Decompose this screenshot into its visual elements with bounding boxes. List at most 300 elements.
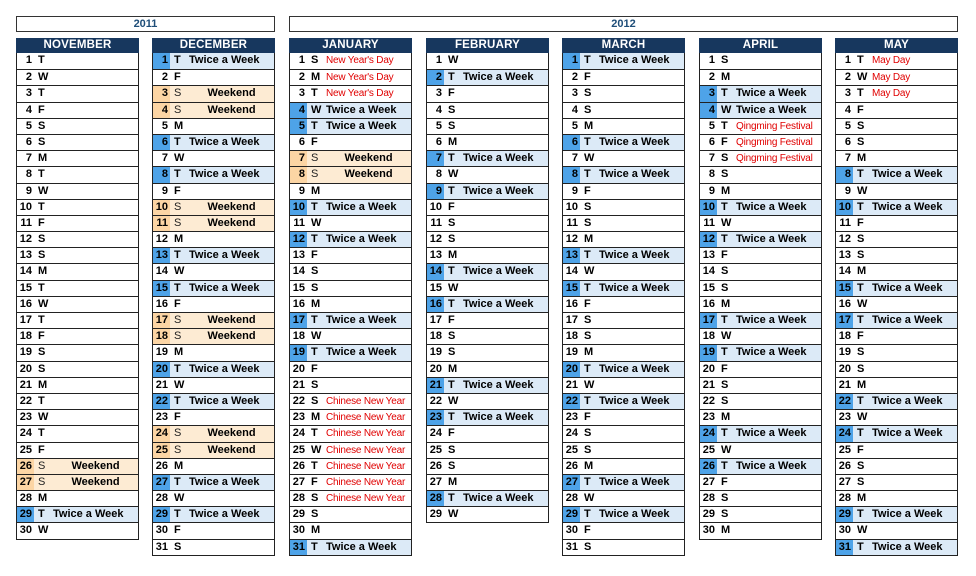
event-label: Twice a Week [599,475,670,488]
day-row [563,458,684,474]
day-number: 4 [290,103,307,118]
weekday-letter: T [857,427,864,440]
day-row [427,458,548,474]
weekday-letter: S [311,508,319,521]
day-number: 11 [20,216,32,229]
day-number: 13 [702,249,715,262]
weekday-letter: T [311,346,318,359]
day-number: 10 [429,200,442,213]
day-number: 13 [153,248,170,263]
holiday-label: May Day [872,55,911,66]
day-row [563,409,684,425]
event-label: Twice a Week [736,103,807,116]
day-row [427,442,548,458]
day-row [290,344,411,360]
day-row [427,247,548,263]
day-row [290,474,411,490]
weekday-letter: M [448,475,458,488]
day-row [290,425,411,441]
weekday-letter: S [38,475,46,488]
event-label: Twice a Week [736,233,807,246]
day-row [836,296,957,312]
weekday-letter: T [721,87,728,100]
event-label: Twice a Week [736,314,807,326]
day-row [290,166,411,182]
day-row [290,377,411,393]
day-row [836,425,957,441]
day-number: 1 [435,54,442,66]
weekday-letter: T [38,87,45,100]
weekday-letter: S [857,119,865,132]
day-row [427,150,548,166]
month-january [289,38,412,556]
day-row [153,183,274,199]
day-number: 16 [565,297,578,310]
weekday-letter: T [584,394,591,407]
day-number: 2 [298,71,305,84]
weekday-letter: M [721,297,731,310]
weekday-letter: S [174,427,182,440]
day-number: 6 [844,135,851,148]
day-number: 9 [571,184,578,197]
weekday-letter: T [857,54,864,66]
weekday-letter: S [721,378,729,391]
day-row [700,134,821,150]
weekday-letter: M [38,152,48,165]
day-row [153,377,274,393]
day-row [563,53,684,69]
weekday-letter: M [857,152,867,165]
weekday-letter: S [857,135,865,148]
day-row [836,231,957,247]
month-header: APRIL [699,38,822,53]
day-row [700,458,821,474]
day-number: 30 [702,524,715,537]
day-number: 2 [427,70,444,85]
day-number: 24 [292,427,305,440]
weekday-letter: T [38,54,45,66]
day-row [836,377,957,393]
day-row [153,134,274,150]
weekday-letter: S [448,119,456,132]
month-december [152,38,275,556]
event-label: Twice a Week [189,475,260,488]
day-row [427,215,548,231]
month-november [16,38,139,540]
event-label: Twice a Week [599,281,670,294]
weekday-letter: M [311,524,321,537]
month-february [426,38,549,523]
month-days [152,53,275,556]
day-row [563,247,684,263]
weekday-letter: F [584,524,591,537]
weekday-letter: T [448,184,455,197]
day-row [836,215,957,231]
day-row [17,344,138,360]
weekday-letter: M [721,524,731,537]
day-number: 19 [429,346,442,359]
weekday-letter: T [448,265,455,278]
weekday-letter: S [38,346,46,359]
day-number: 4 [844,103,851,116]
day-number: 18 [429,330,442,343]
day-row [153,522,274,538]
day-row [700,247,821,263]
month-header: DECEMBER [152,38,275,53]
day-number: 17 [565,314,578,326]
day-number: 29 [153,507,170,522]
day-number: 25 [838,443,851,456]
day-row [836,474,957,490]
day-row [17,425,138,441]
day-row [290,183,411,199]
day-row [427,231,548,247]
day-number: 28 [565,492,578,505]
weekday-letter: F [857,330,864,343]
weekday-letter: F [311,249,318,262]
day-number: 25 [429,443,442,456]
weekday-letter: S [38,249,46,262]
day-row [563,425,684,441]
weekday-letter: T [584,168,591,181]
day-row [17,199,138,215]
weekday-letter: T [721,346,728,359]
weekday-letter: T [721,314,728,326]
day-number: 4 [700,103,717,118]
day-number: 5 [161,119,168,132]
day-row [836,393,957,409]
day-number: 1 [708,54,715,66]
day-row [700,344,821,360]
weekday-letter: T [584,249,591,262]
weekday-letter: T [857,87,864,100]
weekday-letter: T [857,314,864,326]
day-number: 23 [838,411,851,424]
weekday-letter: M [721,411,731,424]
day-row [290,85,411,101]
weekday-letter: W [584,492,595,505]
day-row [290,409,411,425]
day-number: 18 [19,330,32,343]
day-row [153,344,274,360]
weekday-letter: F [857,216,864,229]
day-row [836,247,957,263]
day-number: 8 [25,168,32,181]
day-number: 14 [838,265,851,278]
day-number: 10 [836,200,853,215]
day-number: 15 [19,281,32,294]
weekday-letter: W [857,71,868,84]
day-row [290,199,411,215]
day-number: 28 [155,492,168,505]
day-row [563,442,684,458]
day-row [153,296,274,312]
day-number: 28 [838,492,851,505]
weekday-letter: S [174,200,182,213]
event-label: Weekend [207,103,256,116]
day-number: 8 [153,167,170,182]
event-label: Twice a Week [326,233,397,246]
day-row [290,118,411,134]
day-row [700,183,821,199]
day-row [836,166,957,182]
day-number: 30 [19,524,32,537]
weekday-letter: T [721,459,728,472]
day-number: 11 [566,216,578,229]
day-row [700,102,821,118]
weekday-letter: T [174,362,181,375]
weekday-letter: F [721,135,728,148]
day-number: 17 [153,313,170,328]
weekday-letter: S [448,346,456,359]
weekday-letter: F [174,297,181,310]
day-number: 21 [292,378,305,391]
day-number: 12 [155,233,168,246]
day-row [17,312,138,328]
day-number: 5 [435,119,442,132]
weekday-letter: W [448,508,459,521]
weekday-letter: S [311,54,319,66]
day-row [290,539,411,555]
day-number: 2 [708,71,715,84]
day-row [153,312,274,328]
day-row [427,280,548,296]
day-number: 27 [292,475,305,488]
weekday-letter: W [38,297,49,310]
weekday-letter: T [584,362,591,375]
event-label: Twice a Week [463,297,534,310]
day-row [17,361,138,377]
weekday-letter: F [584,297,591,310]
day-row [153,166,274,182]
weekday-letter: F [584,411,591,424]
day-number: 7 [290,151,307,166]
day-number: 3 [844,87,851,100]
weekday-letter: F [448,87,455,100]
day-number: 11 [703,216,715,229]
day-row [836,409,957,425]
day-row [563,118,684,134]
day-number: 20 [838,362,851,375]
weekday-letter: T [38,508,45,521]
day-row [427,166,548,182]
day-number: 11 [430,216,442,229]
day-number: 25 [19,443,32,456]
day-row [563,490,684,506]
weekday-letter: W [721,103,732,116]
day-row [427,102,548,118]
weekday-letter: T [38,200,45,213]
weekday-letter: M [311,411,321,424]
day-number: 14 [427,264,444,279]
day-row [17,166,138,182]
day-row [427,474,548,490]
weekday-letter: M [38,265,48,278]
weekday-letter: T [584,508,591,521]
day-row [290,393,411,409]
day-row [563,296,684,312]
weekday-letter: F [38,330,45,343]
event-label: Twice a Week [189,168,260,181]
holiday-label: Chinese New Year [326,395,406,407]
day-number: 14 [565,265,578,278]
weekday-letter: S [857,475,865,488]
weekday-letter: S [857,346,865,359]
day-number: 25 [292,443,305,456]
day-number: 19 [19,346,32,359]
day-number: 12 [19,233,32,246]
weekday-letter: T [857,200,864,213]
day-number: 21 [155,378,168,391]
day-number: 31 [565,540,578,553]
event-label: Twice a Week [463,184,534,197]
day-row [836,263,957,279]
day-row [153,150,274,166]
weekday-letter: M [174,119,184,132]
weekday-letter: W [38,411,49,424]
day-number: 21 [427,378,444,393]
weekday-letter: F [584,71,591,84]
weekday-letter: F [174,524,181,537]
day-number: 8 [435,168,442,181]
weekday-letter: S [311,168,319,181]
day-number: 13 [429,249,442,262]
weekday-letter: T [174,168,181,181]
weekday-letter: W [174,152,185,165]
weekday-letter: F [857,103,864,116]
day-row [153,539,274,555]
day-number: 23 [19,411,32,424]
month-days [835,53,958,556]
day-row [427,118,548,134]
event-label: Weekend [344,168,393,181]
day-number: 25 [565,443,578,456]
event-label: Weekend [207,314,256,326]
day-number: 4 [571,103,578,116]
event-label: Twice a Week [872,168,943,181]
day-row [17,118,138,134]
day-row [563,85,684,101]
weekday-letter: F [311,135,318,148]
weekday-letter: S [857,233,865,246]
day-row [836,199,957,215]
day-number: 26 [17,459,34,474]
day-number: 15 [292,281,305,294]
weekday-letter: W [311,330,322,343]
day-number: 22 [429,394,442,407]
day-row [290,442,411,458]
day-row [700,490,821,506]
day-number: 10 [290,200,307,215]
event-label: Twice a Week [599,249,670,262]
day-number: 12 [429,233,442,246]
day-row [153,409,274,425]
day-number: 10 [19,200,32,213]
day-row [427,85,548,101]
day-row [700,53,821,69]
weekday-letter: T [448,378,455,391]
weekday-letter: T [584,135,591,148]
day-number: 28 [19,492,32,505]
day-number: 24 [429,427,442,440]
event-label: Weekend [207,216,256,229]
day-number: 19 [290,345,307,360]
day-row [153,442,274,458]
day-number: 7 [427,151,444,166]
day-number: 9 [844,184,851,197]
day-number: 3 [700,86,717,101]
day-row [563,474,684,490]
day-number: 16 [427,297,444,312]
day-row [290,215,411,231]
day-row [836,85,957,101]
day-number: 12 [290,232,307,247]
day-number: 1 [153,53,170,69]
day-row [563,231,684,247]
day-row [17,393,138,409]
day-number: 12 [565,233,578,246]
day-row [700,150,821,166]
day-row [563,312,684,328]
day-row [700,296,821,312]
day-row [700,522,821,538]
weekday-letter: S [584,427,592,440]
day-row [290,296,411,312]
weekday-letter: T [721,233,728,246]
day-number: 10 [700,200,717,215]
weekday-letter: T [721,119,728,132]
day-number: 16 [292,297,305,310]
weekday-letter: W [311,443,322,456]
day-number: 18 [702,330,715,343]
weekday-letter: M [38,492,48,505]
day-number: 3 [435,87,442,100]
day-number: 29 [292,508,305,521]
event-label: Twice a Week [326,103,397,116]
day-row [153,199,274,215]
weekday-letter: T [857,281,864,294]
weekday-letter: S [311,378,319,391]
weekday-letter: W [448,168,459,181]
weekday-letter: M [174,459,184,472]
day-number: 28 [427,491,444,506]
weekday-letter: S [584,330,592,343]
event-label: Twice a Week [463,265,534,278]
day-number: 17 [19,314,32,326]
day-row [153,361,274,377]
day-row [427,263,548,279]
day-number: 1 [563,53,580,69]
event-label: Twice a Week [189,281,260,294]
day-number: 24 [19,427,32,440]
day-number: 13 [838,249,851,262]
day-number: 27 [838,475,851,488]
day-row [700,118,821,134]
weekday-letter: S [721,394,729,407]
day-number: 22 [836,394,853,409]
event-label: Twice a Week [736,87,807,100]
day-number: 24 [565,427,578,440]
day-number: 12 [700,232,717,247]
weekday-letter: W [721,443,732,456]
day-number: 12 [838,233,851,246]
day-row [17,102,138,118]
event-label: Twice a Week [189,249,260,262]
day-number: 7 [25,152,32,165]
day-number: 22 [153,394,170,409]
day-number: 25 [702,443,715,456]
weekday-letter: S [857,362,865,375]
